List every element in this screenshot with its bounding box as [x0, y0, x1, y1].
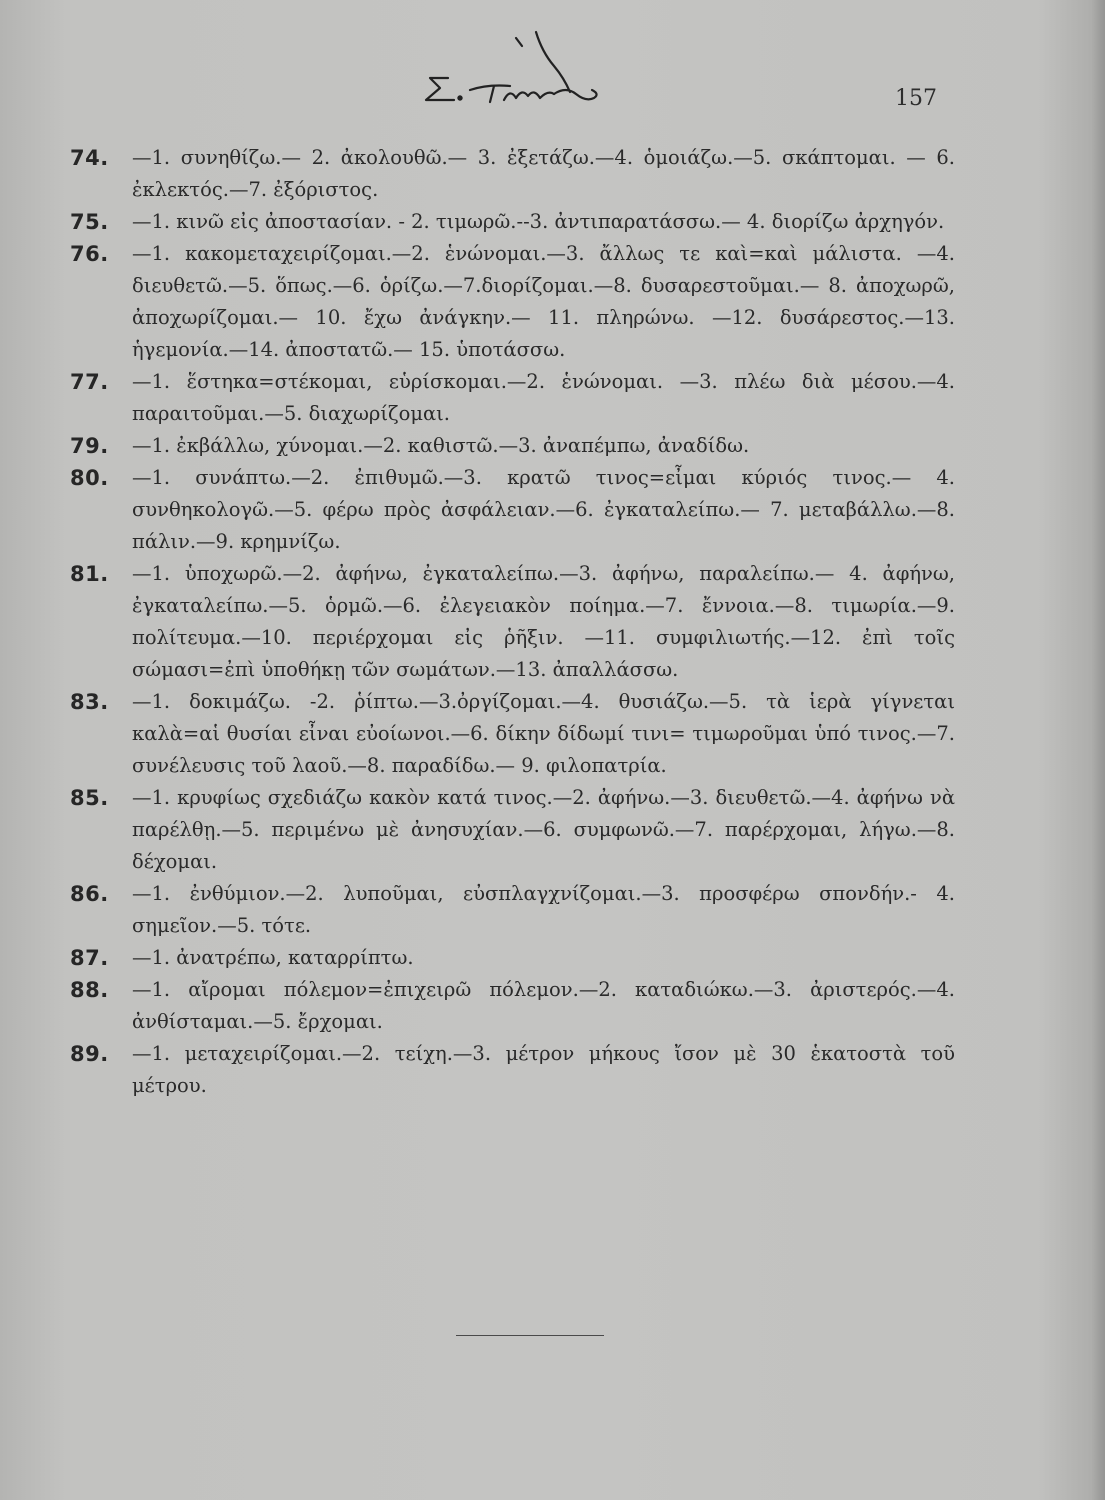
handwritten-signature: [418, 28, 614, 112]
entry-number: 87.: [70, 946, 109, 970]
list-item: [70, 462, 955, 558]
list-item: [70, 1038, 955, 1102]
entry-text: —1. μεταχειρίζομαι.—2. τείχη.—3. μέτρον μήκους ἴσον μὲ 30 ἑκατοστὰ τοῦ μέτρου.: [132, 1042, 955, 1097]
section-divider: [456, 1335, 604, 1336]
entry-number: 77.: [70, 370, 109, 394]
entry-text: —1. συνηθίζω.— 2. ἀκολουθῶ.— 3. ἐξετάζω.—4. ὁμοιάζω.—5. σκάπτομαι. — 6. ἐκλεκτός.—7. ἐξόριστος.: [132, 146, 955, 201]
page-number: 157: [895, 86, 937, 111]
list-item: [70, 942, 955, 974]
entry-text: —1. κακομεταχειρίζομαι.—2. ἑνώνομαι.—3. ἄλλως τε καὶ=καὶ μάλιστα. —4. διευθετῶ.—5. ὅπως.—6. ὁρίζω.—7.διορίζομαι.—8. δυσαρεστοῦμαι.— 8. ἀποχωρῶ, ἀποχωρίζομαι.— 10. ἔχω ἀνάγκην.— 11. πληρώνω. —12. δυσάρεστος.—13. ἡγεμονία.—14. ἀποστατῶ.— 15. ὑποτάσσω.: [132, 242, 955, 361]
entry-number: 80.: [70, 466, 109, 490]
list-item: [70, 686, 955, 782]
entry-text: —1. ἐκβάλλω, χύνομαι.—2. καθιστῶ.—3. ἀναπέμπω, ἀναδίδω.: [132, 434, 750, 457]
entry-number: 79.: [70, 434, 109, 458]
entry-text: —1. δοκιμάζω. -2. ῥίπτω.—3.ὀργίζομαι.—4. θυσιάζω.—5. τὰ ἱερὰ γίγνεται καλὰ=αἱ θυσίαι εἶναι εὐοίωνοι.—6. δίκην δίδωμί τινι= τιμωροῦμαι ὑπό τινος.—7. συνέλευσις τοῦ λαοῦ.—8. παραδίδω.— 9. φιλοπατρία.: [132, 690, 955, 777]
list-item: [70, 558, 955, 686]
entry-number: 81.: [70, 562, 109, 586]
entry-text: —1. ἕστηκα=στέκομαι, εὑρίσκομαι.—2. ἑνώνομαι. —3. πλέω διὰ μέσου.—4. παραιτοῦμαι.—5. διαχωρίζομαι.: [132, 370, 955, 425]
list-item: [70, 430, 955, 462]
page-edge-shadow: [1091, 0, 1105, 1500]
entry-number: 88.: [70, 978, 109, 1002]
entry-number: 75.: [70, 210, 109, 234]
list-item: [70, 142, 955, 206]
entry-number: 89.: [70, 1042, 109, 1066]
list-item: [70, 238, 955, 366]
list-item: [70, 782, 955, 878]
list-item: [70, 206, 955, 238]
entry-number: 83.: [70, 690, 109, 714]
entry-text: —1. συνάπτω.—2. ἐπιθυμῶ.—3. κρατῶ τινος=εἶμαι κύριός τινος.— 4. συνθηκολογῶ.—5. φέρω πρὸς ἀσφάλειαν.—6. ἐγκαταλείπω.— 7. μεταβάλλω.—8. πάλιν.—9. κρημνίζω.: [132, 466, 955, 553]
entry-text: —1. ἐνθύμιον.—2. λυποῦμαι, εὐσπλαγχνίζομαι.—3. προσφέρω σπονδήν.- 4. σημεῖον.—5. τότε.: [132, 882, 955, 937]
list-item: [70, 878, 955, 942]
list-item: [70, 974, 955, 1038]
signature-drawing: [418, 28, 614, 112]
entry-text: —1. αἴρομαι πόλεμον=ἐπιχειρῶ πόλεμον.—2. καταδιώκω.—3. ἀριστερός.—4. ἀνθίσταμαι.—5. ἔρχομαι.: [132, 978, 955, 1033]
entry-number: 74.: [70, 146, 109, 170]
answer-key-list: [70, 142, 955, 1102]
entry-text: —1. κινῶ εἰς ἀποστασίαν. - 2. τιμωρῶ.--3. ἀντιπαρατάσσω.— 4. διορίζω ἀρχηγόν.: [132, 210, 945, 233]
list-item: [70, 366, 955, 430]
entry-number: 85.: [70, 786, 109, 810]
entry-number: 76.: [70, 242, 109, 266]
entry-text: —1. ἀνατρέπω, καταρρίπτω.: [132, 946, 414, 969]
entry-text: —1. κρυφίως σχεδιάζω κακὸν κατά τινος.—2. ἀφήνω.—3. διευθετῶ.—4. ἀφήνω νὰ παρέλθῃ.—5. περιμένω μὲ ἀνησυχίαν.—6. συμφωνῶ.—7. παρέρχομαι, λήγω.—8. δέχομαι.: [132, 786, 955, 873]
entry-number: 86.: [70, 882, 109, 906]
entry-text: —1. ὑποχωρῶ.—2. ἀφήνω, ἐγκαταλείπω.—3. ἀφήνω, παραλείπω.— 4. ἀφήνω, ἐγκαταλείπω.—5. ὁρμῶ.—6. ἐλεγειακὸν ποίημα.—7. ἔννοια.—8. τιμωρία.—9. πολίτευμα.—10. περιέρχομαι εἰς ῥῆξιν. —11. συμφιλιωτής.—12. ἐπὶ τοῖς σώμασι=ἐπὶ ὑποθήκῃ τῶν σωμάτων.—13. ἀπαλλάσσω.: [132, 562, 955, 681]
